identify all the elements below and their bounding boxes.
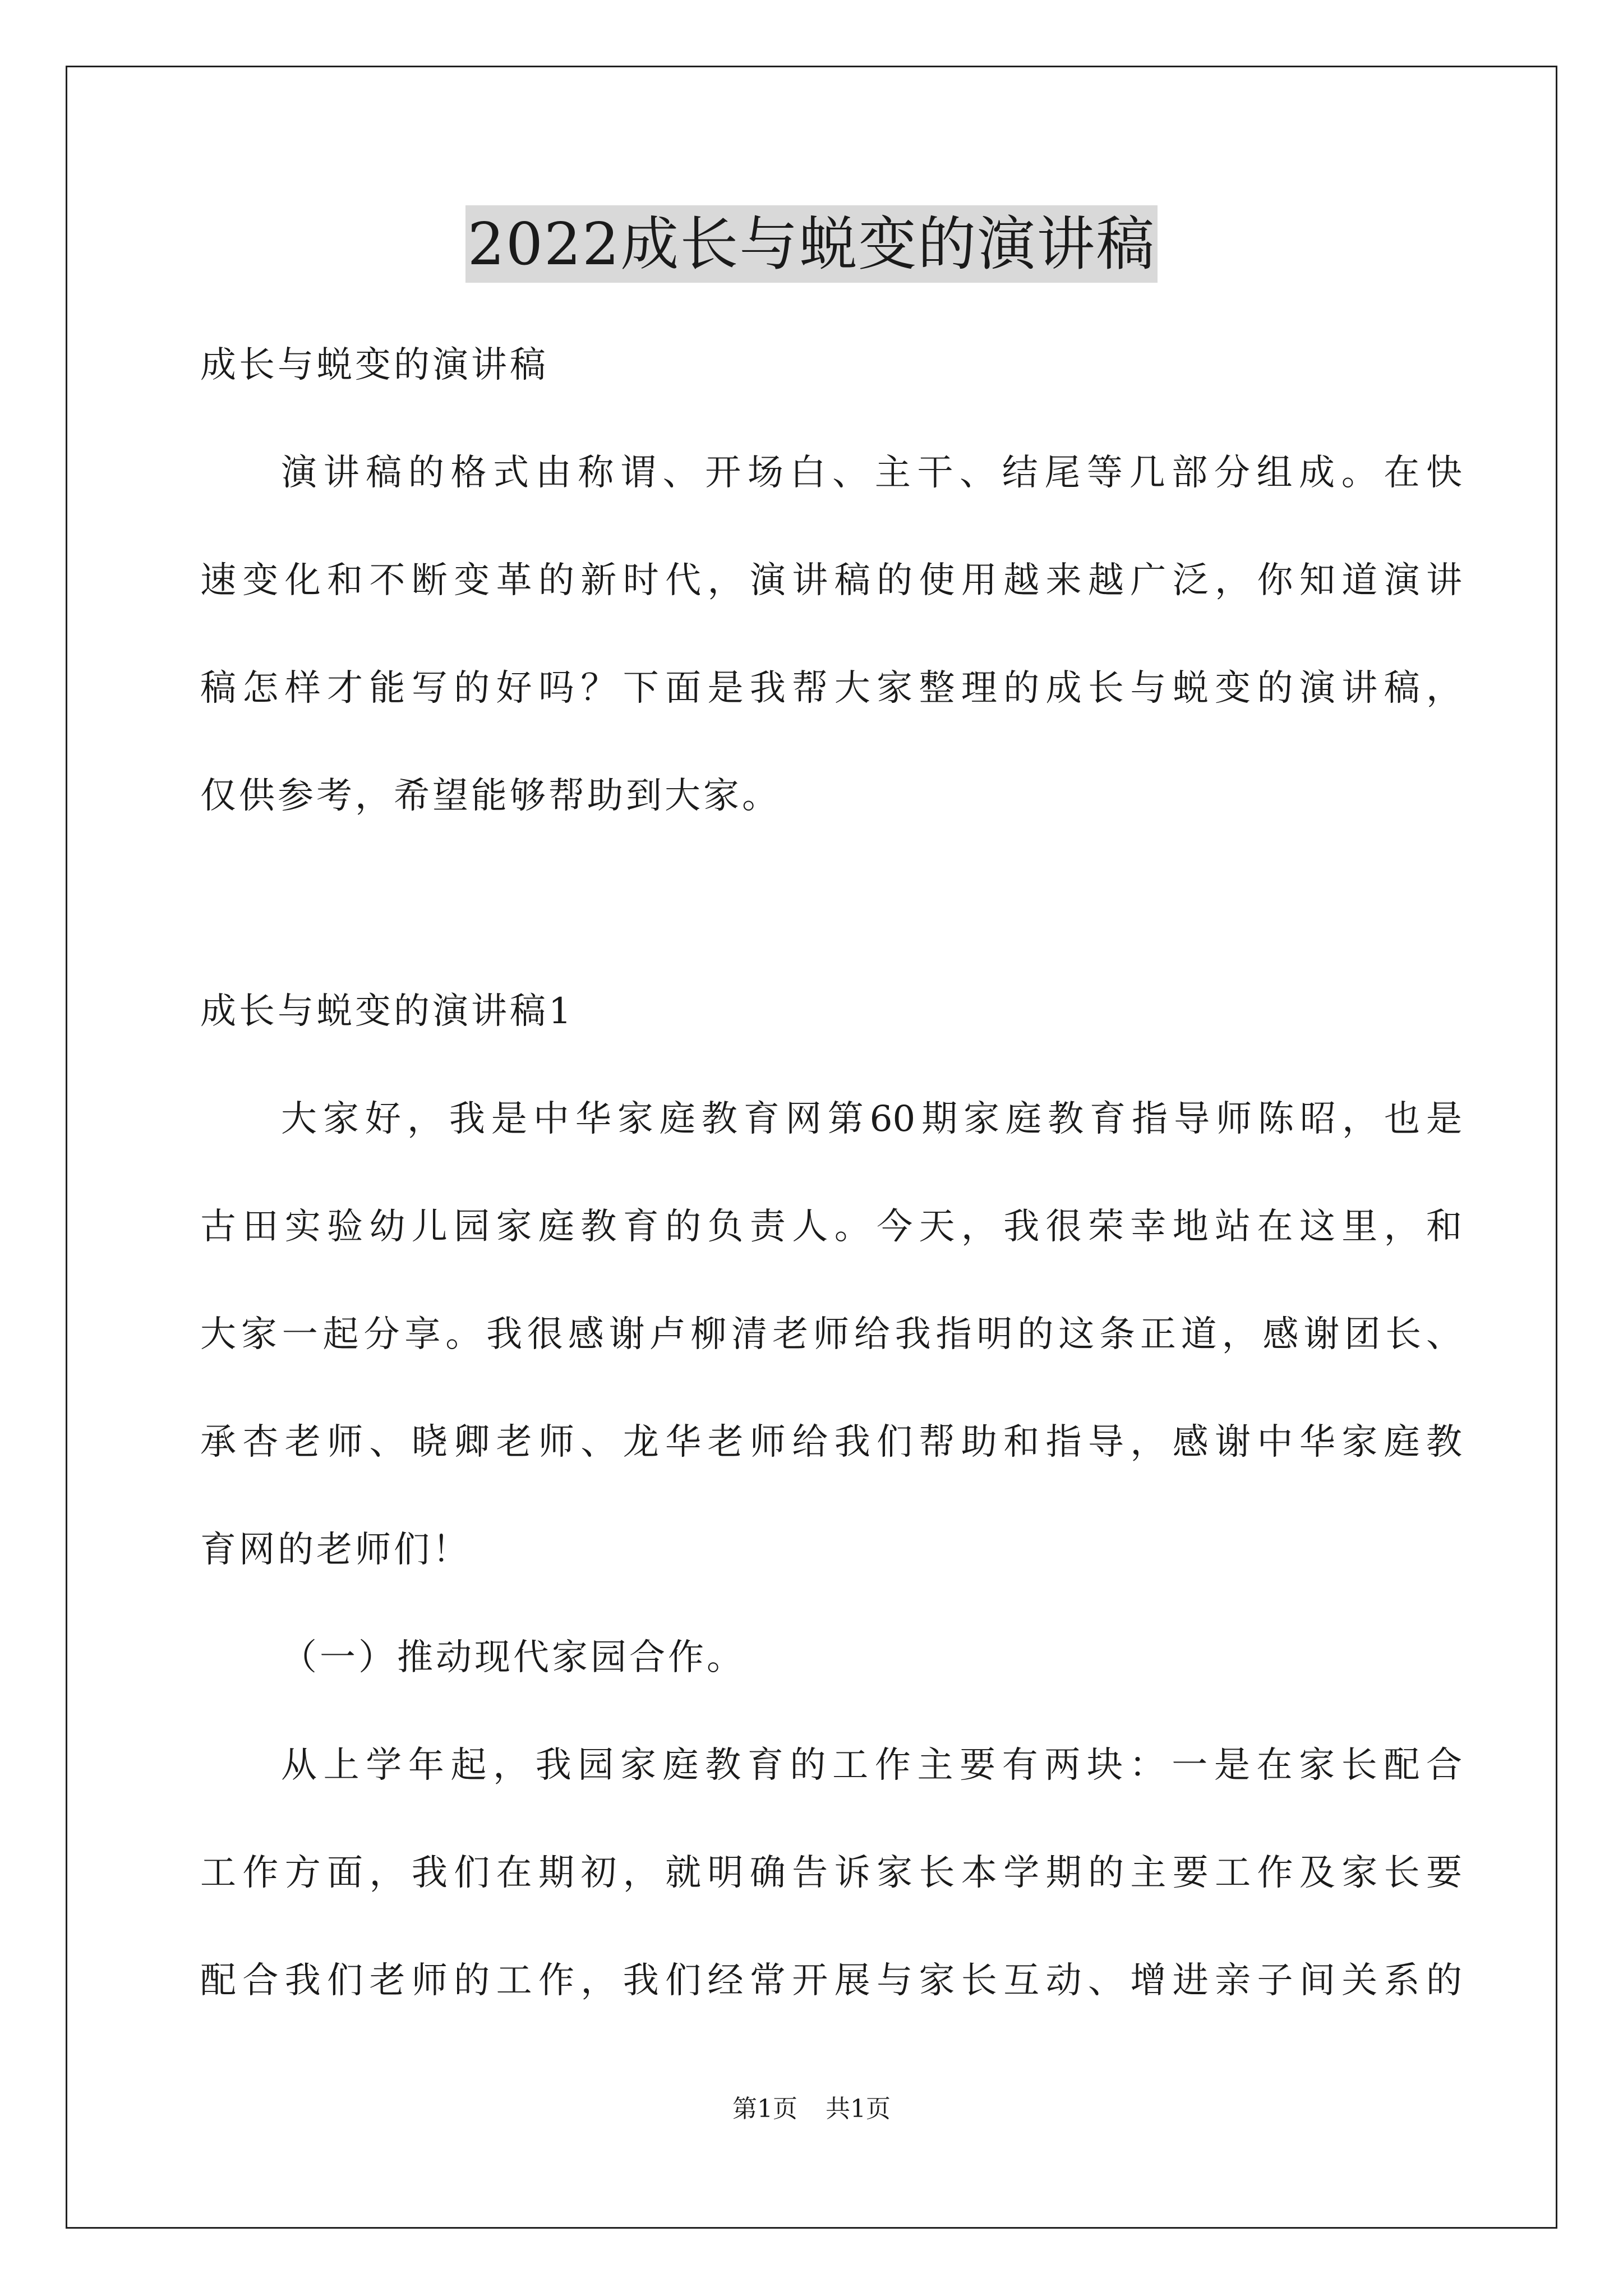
paragraph-line: 稿怎样才能写的好吗？下面是我帮大家整理的成长与蜕变的演讲稿， <box>200 668 1462 709</box>
paragraph-line: 速变化和不断变革的新时代，演讲稿的使用越来越广泛，你知道演讲 <box>200 560 1462 601</box>
paragraph-line: 演讲稿的格式由称谓、开场白、主干、结尾等几部分组成。在快 <box>281 452 1462 494</box>
paragraph-line: 育网的老师们！ <box>200 1529 471 1571</box>
page-number-current: 第1页 <box>732 2095 797 2123</box>
blank-line <box>200 850 1462 958</box>
paragraph-line: 从上学年起，我园家庭教育的工作主要有两块：一是在家长配合 <box>281 1745 1462 1786</box>
subtitle-line: 成长与蜕变的演讲稿 <box>200 344 548 386</box>
page-footer <box>0 2092 1623 2126</box>
page-number-total: 共1页 <box>826 2095 891 2123</box>
paragraph-line: 大家好，我是中华家庭教育网第60期家庭教育指导师陈昭，也是 <box>281 1098 1462 1140</box>
section-heading: 成长与蜕变的演讲稿1 <box>200 991 574 1032</box>
subsection-heading: （一）推动现代家园合作。 <box>281 1637 745 1678</box>
paragraph-line: 承杏老师、晓卿老师、龙华老师给我们帮助和指导，感谢中华家庭教 <box>200 1421 1462 1463</box>
document-body <box>200 311 1462 2035</box>
document-title <box>0 202 1623 286</box>
paragraph-line: 古田实验幼儿园家庭教育的负责人。今天，我很荣幸地站在这里，和 <box>200 1206 1462 1248</box>
paragraph-line: 工作方面，我们在期初，就明确告诉家长本学期的主要工作及家长要 <box>200 1852 1462 1894</box>
paragraph-line: 仅供参考，希望能够帮助到大家。 <box>200 775 781 817</box>
paragraph-line: 配合我们老师的工作，我们经常开展与家长互动、增进亲子间关系的 <box>200 1960 1462 2001</box>
paragraph-line: 大家一起分享。我很感谢卢柳清老师给我指明的这条正道，感谢团长、 <box>200 1314 1462 1355</box>
document-title-text: 2022成长与蜕变的演讲稿 <box>465 205 1158 283</box>
